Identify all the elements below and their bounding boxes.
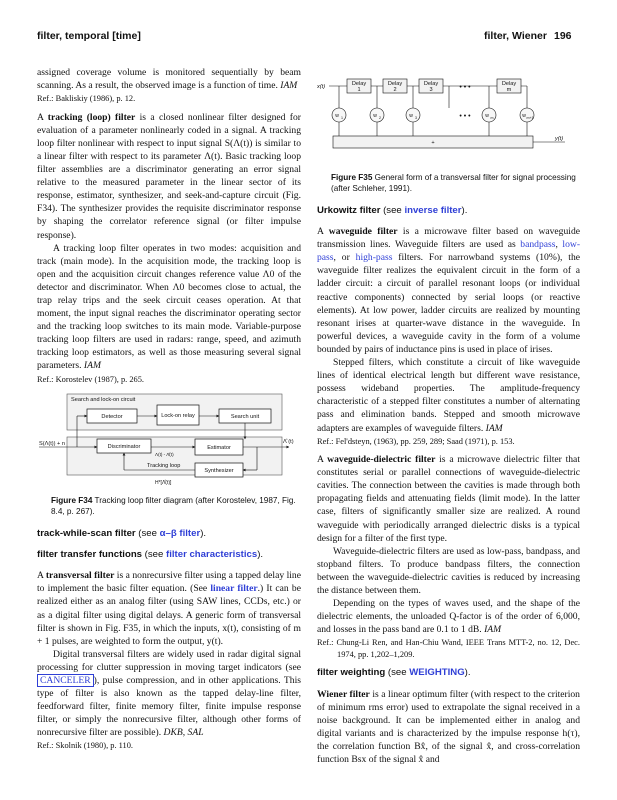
reference: Ref.: Fel'dsteyn, (1963), pp. 259, 289; Saad (1971), p. 153. bbox=[317, 436, 515, 446]
svg-text:w: w bbox=[373, 113, 377, 119]
svg-text:2: 2 bbox=[379, 116, 381, 120]
link-alpha-beta-filter[interactable]: α–β filter bbox=[159, 528, 201, 540]
delay-block bbox=[383, 79, 407, 93]
entry-waveguide-filter: A waveguide filter is a microwave filter based on waveguide transmission lines. Waveguide filters are used as bandpass, low-pass, or high-pass filters. For narrowband systems (10%), the waveguide filter realizes the equivalent circuit in the form of a ladder circuit: a circuit of parallel resonant loops (or individual reactive components) connected by serial loops (or reactive elements). At low power, ladder circuits are realized by mounting resonant irises at quarter-wave distance in the waveguide. In powerful devices, a waveguide cavity in the form of a volume bounded by pairs of inductance pins is used in place of irises. bbox=[317, 226, 581, 355]
entry-waveguide-dielectric-filter: A waveguide-dielectric filter is a microwave dielectric filter that constitutes serial or parallel connections of waveguide-dielectric cavities. The connection between the cavities is made through both propagating fields and attenuating fields (limit mode). In the latter case, filters of significantly smaller size are realized. A round waveguide with periodically arranged dielectric disks is a typical design for a filter of the first type. bbox=[317, 454, 580, 544]
link-inverse-filter[interactable]: inverse filter bbox=[404, 205, 462, 216]
entry-term: waveguide-dielectric filter bbox=[327, 454, 436, 466]
svg-text:Delay: Delay bbox=[501, 81, 517, 87]
link-linear-filter[interactable]: linear filter bbox=[210, 583, 258, 595]
link-low-pass[interactable]: low-pass bbox=[317, 239, 581, 264]
entry-term: Wiener filter bbox=[317, 688, 370, 700]
detector-label: Detector bbox=[101, 414, 123, 421]
paragraph: Depending on the types of waves used, and the shape of the dielectric elements, the unloaded Q-factor is of the order of 6,000, and losses in the pass band are 0.1 to 1 dB. IAM bbox=[317, 598, 580, 636]
paragraph: Stepped filters, which constitute a circuit of like waveguide lines of identical electrical length but different wave resistance, possess wideband properties. The amplitude-frequency characteristic of a stepped filter constitutes a number of alternating pass and elimination bands. Stepped and smooth microwave adapters are examples of waveguide filters. IAM bbox=[317, 357, 580, 434]
summer-label: + bbox=[431, 140, 435, 146]
paragraph: A tracking loop filter operates in two modes: acquisition and track (main mode). In the acquisition mode, the tracking loop is open and the acquisition circuit changes reference value Λ0 of the detector and discriminator. When Λ0 becomes close to actual, the trap relay trips and the seek circuit ceases operation. At that moment, the input signal reaches the discriminator operating sector and the tracking loop switches to its main mode. Variable-purpose tracking loop filters are used in radars: range, speed, and azimuth tracking loop estimators, as well as those measuring several signal parameters. IAM bbox=[37, 242, 301, 372]
figure-f34-diagram bbox=[37, 391, 301, 491]
search-unit-label: Search unit bbox=[230, 414, 260, 421]
input-signal-label: S(Λ(t)) + n bbox=[39, 441, 65, 448]
svg-text:Delay: Delay bbox=[351, 81, 367, 87]
weight-node bbox=[332, 108, 346, 122]
link-weighting[interactable]: WEIGHTING bbox=[409, 667, 465, 679]
figure-f35-diagram bbox=[317, 78, 580, 170]
svg-text:3: 3 bbox=[415, 116, 417, 120]
entry-filter-weighting: filter weighting (see WEIGHTING). bbox=[317, 667, 471, 679]
output-signal-label: Λ̂ (t) bbox=[283, 439, 294, 446]
svg-text:m+1: m+1 bbox=[526, 116, 534, 120]
entry-term: transversal filter bbox=[45, 570, 115, 582]
running-head-right: filter, Wiener bbox=[484, 30, 547, 42]
author-initials: IAM bbox=[485, 422, 503, 434]
delay-block bbox=[497, 79, 521, 93]
svg-text:w: w bbox=[522, 113, 526, 119]
svg-text:w: w bbox=[485, 113, 489, 119]
link-bandpass[interactable]: bandpass bbox=[520, 239, 556, 251]
right-column bbox=[317, 78, 580, 766]
lockon-label: Lock-on relay bbox=[161, 413, 195, 420]
entry-track-while-scan: track-while-scan filter (see α–β filter). bbox=[37, 528, 207, 540]
author-initials: DKB, SAL bbox=[163, 727, 204, 739]
output-y-label: y(t) bbox=[555, 136, 564, 142]
tracking-loop-label: Tracking loop bbox=[147, 463, 181, 470]
reference-signal-label: H*[Λ̂(t)] bbox=[155, 480, 172, 487]
weight-node bbox=[370, 108, 384, 122]
reference: Ref.: Chung-Li Ren, and Han-Chiu Wand, IEEE Trans MTT-2, no. 12, Dec. 1974, pp. 1,202–1,209. bbox=[317, 638, 580, 659]
figure-f35-caption: Figure F35 General form of a transversal filter for signal processing (after Schleher, 1991). bbox=[331, 173, 576, 193]
link-canceler[interactable]: CANCELER bbox=[37, 674, 94, 687]
svg-text:w: w bbox=[409, 113, 413, 119]
svg-text:Delay: Delay bbox=[423, 81, 439, 87]
svg-text:1: 1 bbox=[357, 87, 361, 93]
delay-block bbox=[347, 79, 371, 93]
paragraph: assigned coverage volume is monitored sequentially by beam scanning. As a result, the observed image is a function of time. IAM bbox=[37, 67, 301, 92]
synthesizer-label: Synthesizer bbox=[204, 468, 234, 475]
svg-text:w: w bbox=[335, 113, 339, 119]
weight-node bbox=[482, 108, 496, 122]
author-initials: IAM bbox=[83, 360, 101, 372]
delay-block bbox=[419, 79, 443, 93]
page-number: 196 bbox=[554, 30, 572, 42]
entry-term: waveguide filter bbox=[328, 226, 398, 238]
svg-text:Delay: Delay bbox=[387, 81, 403, 87]
figure-f34-caption: Figure F34 Tracking loop filter diagram (after Korostelev, 1987, Fig. 8.4, p. 267). bbox=[51, 496, 296, 517]
ellipsis: • • • bbox=[459, 113, 471, 120]
entry-urkowitz-filter: Urkowitz filter (see inverse filter). bbox=[317, 205, 468, 216]
svg-text:m: m bbox=[490, 116, 494, 120]
entry-tracking-loop-filter: A tracking (loop) filter is a closed nonlinear filter designed for evaluation of a parameter nonlinearly coded in a signal. A tracking loop filter nonlinear with respect to input signal S(Λ(t)) is similar to a linear filter with respect to its parameter Λ(t). Basic tracking loop filter assemblies are a discriminator generating an error signal relative to the measured parameter in the linear sector of its response, estimator, synthesizer, and seek-and-capture circuit (Fig. F34). The synthesizer provides the requisite discriminator response by shaping the correlator reference signal (or filter impulse response). bbox=[37, 111, 301, 241]
reference: Ref.: Skolnik (1980), p. 110. bbox=[37, 741, 133, 751]
svg-text:2: 2 bbox=[393, 87, 397, 93]
entry-filter-transfer-functions: filter transfer functions (see filter characteristics). bbox=[37, 549, 264, 561]
reference: Ref.: Korostelev (1987), p. 265. bbox=[37, 374, 144, 384]
error-signal-label: Λ(t) - Λ̂(t) bbox=[155, 452, 174, 458]
svg-text:1: 1 bbox=[341, 116, 343, 120]
entry-term: tracking (loop) filter bbox=[47, 111, 136, 123]
svg-text:3: 3 bbox=[429, 87, 433, 93]
ellipsis: • • • bbox=[459, 84, 471, 91]
weight-node bbox=[406, 108, 420, 122]
author-initials: IAM bbox=[484, 624, 502, 636]
discriminator-label: Discriminator bbox=[107, 444, 141, 451]
running-head-left: filter, temporal [time] bbox=[37, 30, 141, 42]
left-column bbox=[37, 66, 301, 758]
entry-transversal-filter: A transversal filter is a nonrecursive filter using a tapped delay line to implement the basic filter equation. (See linear filter.) It can be realized either as an analog filter (using SAW lines, CCDs, etc.) or as a digital filter using digital delays. A generic form of transversal filter is shown in Fig. F35, in which the inputs, x(t), consisting of m + 1 pulses, are weighted to form the output, y(t). bbox=[37, 570, 301, 647]
search-circuit-label: Search and lock-on circuit bbox=[71, 397, 136, 404]
entry-wiener-filter: Wiener filter is a linear optimum filter (with respect to the criterion of minimum rms error) used to extrapolate the signal received in a noise background. It can be implemented either in analog and digital variants and is characterized by the impulse response h(τ), the correlation function Bx̂, of the signal x̂, and cross-correlation function Bsx of the signal x̂ and bbox=[317, 688, 580, 765]
tap-weights bbox=[332, 108, 534, 122]
input-x-label: x(t) bbox=[317, 84, 326, 90]
svg-text:m: m bbox=[506, 87, 512, 93]
link-high-pass[interactable]: high-pass bbox=[355, 252, 393, 264]
reference: Ref.: Bakliskiy (1986), p. 12. bbox=[37, 94, 136, 104]
author-initials: IAM bbox=[280, 80, 298, 92]
link-filter-characteristics[interactable]: filter characteristics bbox=[166, 549, 258, 561]
estimator-label: Estimator bbox=[207, 445, 231, 452]
paragraph: Digital transversal filters are widely used in radar digital signal processing for clutter suppression in moving target indicators (see CANCELER ), pulse compression, and in other applications. This type of filter is also known as the tapped delay-line filter, feedforward filter, finite memory filter, finite impulse response filter, or simply the nonrecursive filter, although other forms of nonrecursive filter are possible). DKB, SAL bbox=[37, 648, 301, 739]
paragraph: Waveguide-dielectric filters are used as low-pass, bandpass, and stopband filters. To produce bandpass filters, the connection between the waveguide-dielectric cavities is reduced by increasing the distance between them. bbox=[317, 545, 580, 597]
